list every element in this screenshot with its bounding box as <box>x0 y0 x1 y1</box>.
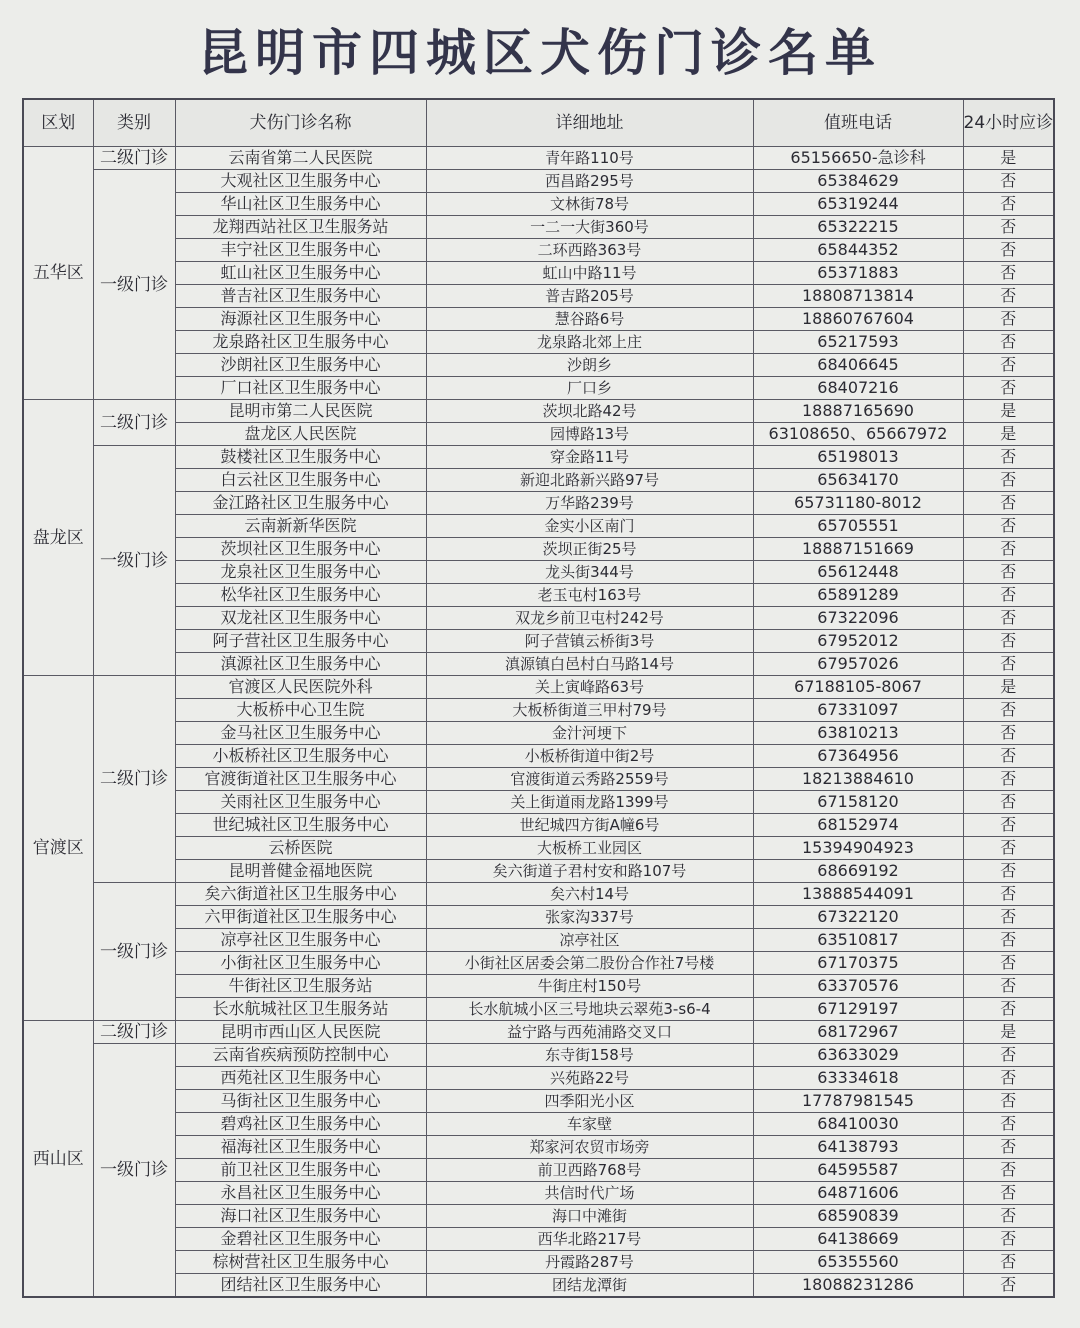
phone-cell: 18808713814 <box>753 285 963 308</box>
table-row <box>23 1136 1054 1159</box>
clinic-name-cell: 前卫社区卫生服务中心 <box>175 1159 426 1182</box>
phone-cell: 68407216 <box>753 377 963 400</box>
clinic-name-cell: 云南省疾病预防控制中心 <box>175 1044 426 1067</box>
clinic-name-cell: 白云社区卫生服务中心 <box>175 469 426 492</box>
address-cell: 共信时代广场 <box>426 1182 753 1205</box>
table-row <box>23 791 1054 814</box>
clinic-name-cell: 长水航城社区卫生服务站 <box>175 998 426 1021</box>
address-cell: 青年路110号 <box>426 147 753 170</box>
hours-24-cell: 否 <box>963 469 1054 492</box>
hours-24-cell: 否 <box>963 1182 1054 1205</box>
hours-24-cell: 否 <box>963 791 1054 814</box>
phone-cell: 18887165690 <box>753 400 963 423</box>
phone-cell: 63633029 <box>753 1044 963 1067</box>
phone-cell: 68669192 <box>753 860 963 883</box>
address-cell: 小街社区居委会第二股份合作社7号楼 <box>426 952 753 975</box>
table-row <box>23 1274 1054 1298</box>
category-cell: 二级门诊 <box>93 400 175 446</box>
address-cell: 厂口乡 <box>426 377 753 400</box>
phone-cell: 67364956 <box>753 745 963 768</box>
phone-cell: 18213884610 <box>753 768 963 791</box>
hours-24-cell: 否 <box>963 1205 1054 1228</box>
address-cell: 关上街道雨龙路1399号 <box>426 791 753 814</box>
table-row <box>23 814 1054 837</box>
table-row <box>23 860 1054 883</box>
table-row <box>23 952 1054 975</box>
clinic-name-cell: 鼓楼社区卫生服务中心 <box>175 446 426 469</box>
address-cell: 前卫西路768号 <box>426 1159 753 1182</box>
phone-cell: 68590839 <box>753 1205 963 1228</box>
phone-cell: 18887151669 <box>753 538 963 561</box>
clinic-name-cell: 双龙社区卫生服务中心 <box>175 607 426 630</box>
phone-cell: 68410030 <box>753 1113 963 1136</box>
table-row <box>23 239 1054 262</box>
hours-24-cell: 否 <box>963 170 1054 193</box>
clinic-name-cell: 金江路社区卫生服务中心 <box>175 492 426 515</box>
address-cell: 文林街78号 <box>426 193 753 216</box>
phone-cell: 64595587 <box>753 1159 963 1182</box>
address-cell: 兴苑路22号 <box>426 1067 753 1090</box>
clinic-name-cell: 沙朗社区卫生服务中心 <box>175 354 426 377</box>
clinic-name-cell: 阿子营社区卫生服务中心 <box>175 630 426 653</box>
hours-24-cell: 否 <box>963 837 1054 860</box>
hours-24-cell: 否 <box>963 1159 1054 1182</box>
hours-24-cell: 否 <box>963 1136 1054 1159</box>
hours-24-cell: 否 <box>963 584 1054 607</box>
address-cell: 老玉屯村163号 <box>426 584 753 607</box>
phone-cell: 65612448 <box>753 561 963 584</box>
phone-cell: 65731180-8012 <box>753 492 963 515</box>
address-cell: 世纪城四方街A幢6号 <box>426 814 753 837</box>
address-cell: 凉亭社区 <box>426 929 753 952</box>
address-cell: 园博路13号 <box>426 423 753 446</box>
hours-24-cell: 否 <box>963 699 1054 722</box>
hours-24-cell: 否 <box>963 929 1054 952</box>
hours-24-cell: 否 <box>963 1044 1054 1067</box>
clinic-name-cell: 虹山社区卫生服务中心 <box>175 262 426 285</box>
address-cell: 丹霞路287号 <box>426 1251 753 1274</box>
table-row <box>23 745 1054 768</box>
table-row <box>23 400 1054 423</box>
hours-24-cell: 否 <box>963 193 1054 216</box>
address-cell: 一二一大街360号 <box>426 216 753 239</box>
clinic-name-cell: 滇源社区卫生服务中心 <box>175 653 426 676</box>
phone-cell: 67952012 <box>753 630 963 653</box>
phone-cell: 67158120 <box>753 791 963 814</box>
phone-cell: 65891289 <box>753 584 963 607</box>
table-row <box>23 354 1054 377</box>
phone-cell: 65705551 <box>753 515 963 538</box>
phone-cell: 67322096 <box>753 607 963 630</box>
table-row <box>23 975 1054 998</box>
phone-cell: 67170375 <box>753 952 963 975</box>
hours-24-cell: 否 <box>963 446 1054 469</box>
phone-cell: 67129197 <box>753 998 963 1021</box>
hours-24-cell: 否 <box>963 768 1054 791</box>
hours-24-cell: 是 <box>963 400 1054 423</box>
hours-24-cell: 否 <box>963 998 1054 1021</box>
clinic-name-cell: 华山社区卫生服务中心 <box>175 193 426 216</box>
table-row <box>23 1251 1054 1274</box>
clinic-name-cell: 龙泉路社区卫生服务中心 <box>175 331 426 354</box>
phone-cell: 67957026 <box>753 653 963 676</box>
address-cell: 金实小区南门 <box>426 515 753 538</box>
phone-cell: 65355560 <box>753 1251 963 1274</box>
hours-24-cell: 否 <box>963 561 1054 584</box>
clinic-name-cell: 丰宁社区卫生服务中心 <box>175 239 426 262</box>
clinic-name-cell: 大观社区卫生服务中心 <box>175 170 426 193</box>
hours-24-cell: 否 <box>963 1274 1054 1298</box>
phone-cell: 65217593 <box>753 331 963 354</box>
address-cell: 小板桥街道中街2号 <box>426 745 753 768</box>
district-cell: 盘龙区 <box>23 400 93 676</box>
clinic-name-cell: 小板桥社区卫生服务中心 <box>175 745 426 768</box>
hours-24-cell: 否 <box>963 952 1054 975</box>
address-cell: 海口中滩街 <box>426 1205 753 1228</box>
phone-cell: 64138669 <box>753 1228 963 1251</box>
table-row <box>23 998 1054 1021</box>
hours-24-cell: 否 <box>963 354 1054 377</box>
address-cell: 双龙乡前卫屯村242号 <box>426 607 753 630</box>
hours-24-cell: 否 <box>963 975 1054 998</box>
hours-24-cell: 否 <box>963 492 1054 515</box>
clinic-name-cell: 官渡区人民医院外科 <box>175 676 426 699</box>
clinic-name-cell: 海口社区卫生服务中心 <box>175 1205 426 1228</box>
hours-24-cell: 否 <box>963 1090 1054 1113</box>
clinic-name-cell: 福海社区卫生服务中心 <box>175 1136 426 1159</box>
phone-cell: 65319244 <box>753 193 963 216</box>
clinic-name-cell: 六甲街道社区卫生服务中心 <box>175 906 426 929</box>
address-cell: 龙泉路北郊上庄 <box>426 331 753 354</box>
clinic-name-cell: 矣六街道社区卫生服务中心 <box>175 883 426 906</box>
address-cell: 阿子营镇云桥街3号 <box>426 630 753 653</box>
table-row <box>23 906 1054 929</box>
clinic-name-cell: 永昌社区卫生服务中心 <box>175 1182 426 1205</box>
phone-cell: 65634170 <box>753 469 963 492</box>
hours-24-cell: 否 <box>963 745 1054 768</box>
phone-cell: 63510817 <box>753 929 963 952</box>
address-cell: 沙朗乡 <box>426 354 753 377</box>
table-row <box>23 699 1054 722</box>
phone-cell: 13888544091 <box>753 883 963 906</box>
clinic-name-cell: 龙泉社区卫生服务中心 <box>175 561 426 584</box>
hours-24-cell: 否 <box>963 1067 1054 1090</box>
header-district: 区划 <box>23 99 93 147</box>
phone-cell: 63108650、65667972 <box>753 423 963 446</box>
clinic-name-cell: 海源社区卫生服务中心 <box>175 308 426 331</box>
clinic-name-cell: 关雨社区卫生服务中心 <box>175 791 426 814</box>
address-cell: 张家沟337号 <box>426 906 753 929</box>
phone-cell: 67331097 <box>753 699 963 722</box>
address-cell: 西昌路295号 <box>426 170 753 193</box>
hours-24-cell: 否 <box>963 377 1054 400</box>
phone-cell: 65844352 <box>753 239 963 262</box>
clinic-name-cell: 龙翔西站社区卫生服务站 <box>175 216 426 239</box>
hours-24-cell: 否 <box>963 1228 1054 1251</box>
clinic-name-cell: 金碧社区卫生服务中心 <box>175 1228 426 1251</box>
header-clinic-name: 犬伤门诊名称 <box>175 99 426 147</box>
category-cell: 一级门诊 <box>93 1044 175 1298</box>
phone-cell: 63810213 <box>753 722 963 745</box>
hours-24-cell: 否 <box>963 1113 1054 1136</box>
phone-cell: 15394904923 <box>753 837 963 860</box>
address-cell: 团结龙潭街 <box>426 1274 753 1298</box>
address-cell: 普吉路205号 <box>426 285 753 308</box>
hours-24-cell: 否 <box>963 331 1054 354</box>
hours-24-cell: 否 <box>963 722 1054 745</box>
phone-cell: 64871606 <box>753 1182 963 1205</box>
clinic-name-cell: 棕树营社区卫生服务中心 <box>175 1251 426 1274</box>
clinic-name-cell: 西苑社区卫生服务中心 <box>175 1067 426 1090</box>
clinic-name-cell: 世纪城社区卫生服务中心 <box>175 814 426 837</box>
hours-24-cell: 是 <box>963 1021 1054 1044</box>
header-row <box>23 99 1054 147</box>
hours-24-cell: 否 <box>963 1251 1054 1274</box>
header-24h: 24小时应诊 <box>963 99 1054 147</box>
address-cell: 长水航城小区三号地块云翠苑3-s6-4 <box>426 998 753 1021</box>
header-address: 详细地址 <box>426 99 753 147</box>
clinic-name-cell: 团结社区卫生服务中心 <box>175 1274 426 1298</box>
table-row <box>23 1159 1054 1182</box>
phone-cell: 68406645 <box>753 354 963 377</box>
address-cell: 四季阳光小区 <box>426 1090 753 1113</box>
table-row <box>23 837 1054 860</box>
address-cell: 西华北路217号 <box>426 1228 753 1251</box>
table-row <box>23 653 1054 676</box>
category-cell: 二级门诊 <box>93 147 175 170</box>
clinic-name-cell: 松华社区卫生服务中心 <box>175 584 426 607</box>
hours-24-cell: 否 <box>963 814 1054 837</box>
hours-24-cell: 是 <box>963 147 1054 170</box>
table-body <box>23 147 1054 1298</box>
table-row <box>23 377 1054 400</box>
address-cell: 茨坝北路42号 <box>426 400 753 423</box>
address-cell: 官渡街道云秀路2559号 <box>426 768 753 791</box>
hours-24-cell: 否 <box>963 262 1054 285</box>
category-cell: 一级门诊 <box>93 446 175 676</box>
phone-cell: 65322215 <box>753 216 963 239</box>
clinic-name-cell: 云南新新华医院 <box>175 515 426 538</box>
address-cell: 龙头街344号 <box>426 561 753 584</box>
address-cell: 牛街庄村150号 <box>426 975 753 998</box>
clinic-name-cell: 小街社区卫生服务中心 <box>175 952 426 975</box>
address-cell: 茨坝正街25号 <box>426 538 753 561</box>
clinic-name-cell: 昆明普健金福地医院 <box>175 860 426 883</box>
table-row <box>23 630 1054 653</box>
clinic-name-cell: 普吉社区卫生服务中心 <box>175 285 426 308</box>
clinic-name-cell: 碧鸡社区卫生服务中心 <box>175 1113 426 1136</box>
table-row <box>23 262 1054 285</box>
clinic-name-cell: 厂口社区卫生服务中心 <box>175 377 426 400</box>
phone-cell: 63370576 <box>753 975 963 998</box>
phone-cell: 65156650-急诊科 <box>753 147 963 170</box>
table-row <box>23 584 1054 607</box>
clinic-name-cell: 云桥医院 <box>175 837 426 860</box>
phone-cell: 64138793 <box>753 1136 963 1159</box>
page-title: 昆明市四城区犬伤门诊名单 <box>198 24 882 82</box>
table-row <box>23 469 1054 492</box>
table-row <box>23 285 1054 308</box>
table-row <box>23 561 1054 584</box>
table-row <box>23 929 1054 952</box>
clinic-table <box>22 98 1055 1298</box>
table-row <box>23 1205 1054 1228</box>
phone-cell: 67188105-8067 <box>753 676 963 699</box>
table-row <box>23 147 1054 170</box>
phone-cell: 65371883 <box>753 262 963 285</box>
address-cell: 穿金路11号 <box>426 446 753 469</box>
table-row <box>23 1090 1054 1113</box>
address-cell: 关上寅峰路63号 <box>426 676 753 699</box>
hours-24-cell: 否 <box>963 515 1054 538</box>
clinic-name-cell: 金马社区卫生服务中心 <box>175 722 426 745</box>
hours-24-cell: 否 <box>963 308 1054 331</box>
table-row <box>23 1044 1054 1067</box>
table-row <box>23 1182 1054 1205</box>
category-cell: 一级门诊 <box>93 170 175 400</box>
hours-24-cell: 是 <box>963 423 1054 446</box>
phone-cell: 68172967 <box>753 1021 963 1044</box>
address-cell: 金汁河埂下 <box>426 722 753 745</box>
hours-24-cell: 否 <box>963 607 1054 630</box>
category-cell: 一级门诊 <box>93 883 175 1021</box>
table-row <box>23 676 1054 699</box>
district-cell: 西山区 <box>23 1021 93 1298</box>
hours-24-cell: 否 <box>963 538 1054 561</box>
header-phone: 值班电话 <box>753 99 963 147</box>
address-cell: 郑家河农贸市场旁 <box>426 1136 753 1159</box>
hours-24-cell: 否 <box>963 883 1054 906</box>
phone-cell: 67322120 <box>753 906 963 929</box>
clinic-name-cell: 凉亭社区卫生服务中心 <box>175 929 426 952</box>
address-cell: 新迎北路新兴路97号 <box>426 469 753 492</box>
phone-cell: 65384629 <box>753 170 963 193</box>
table-row <box>23 768 1054 791</box>
clinic-name-cell: 茨坝社区卫生服务中心 <box>175 538 426 561</box>
clinic-name-cell: 牛街社区卫生服务站 <box>175 975 426 998</box>
clinic-name-cell: 官渡街道社区卫生服务中心 <box>175 768 426 791</box>
clinic-name-cell: 盘龙区人民医院 <box>175 423 426 446</box>
phone-cell: 68152974 <box>753 814 963 837</box>
phone-cell: 18088231286 <box>753 1274 963 1298</box>
phone-cell: 63334618 <box>753 1067 963 1090</box>
address-cell: 大板桥街道三甲村79号 <box>426 699 753 722</box>
address-cell: 滇源镇白邑村白马路14号 <box>426 653 753 676</box>
address-cell: 大板桥工业园区 <box>426 837 753 860</box>
table-row <box>23 216 1054 239</box>
table-row <box>23 515 1054 538</box>
hours-24-cell: 否 <box>963 906 1054 929</box>
hours-24-cell: 否 <box>963 653 1054 676</box>
hours-24-cell: 否 <box>963 860 1054 883</box>
district-cell: 五华区 <box>23 147 93 400</box>
address-cell: 矣六街道子君村安和路107号 <box>426 860 753 883</box>
table-row <box>23 331 1054 354</box>
header-category: 类别 <box>93 99 175 147</box>
district-cell: 官渡区 <box>23 676 93 1021</box>
address-cell: 二环西路363号 <box>426 239 753 262</box>
hours-24-cell: 否 <box>963 285 1054 308</box>
table-row <box>23 492 1054 515</box>
table-row <box>23 193 1054 216</box>
table-row <box>23 1228 1054 1251</box>
table-row <box>23 1113 1054 1136</box>
category-cell: 二级门诊 <box>93 1021 175 1044</box>
clinic-name-cell: 昆明市西山区人民医院 <box>175 1021 426 1044</box>
category-cell: 二级门诊 <box>93 676 175 883</box>
address-cell: 矣六村14号 <box>426 883 753 906</box>
table-row <box>23 538 1054 561</box>
table-row <box>23 1021 1054 1044</box>
hours-24-cell: 是 <box>963 676 1054 699</box>
phone-cell: 18860767604 <box>753 308 963 331</box>
clinic-name-cell: 马街社区卫生服务中心 <box>175 1090 426 1113</box>
table-row <box>23 722 1054 745</box>
address-cell: 万华路239号 <box>426 492 753 515</box>
hours-24-cell: 否 <box>963 239 1054 262</box>
address-cell: 车家壁 <box>426 1113 753 1136</box>
clinic-name-cell: 昆明市第二人民医院 <box>175 400 426 423</box>
address-cell: 虹山中路11号 <box>426 262 753 285</box>
table-row <box>23 883 1054 906</box>
address-cell: 益宁路与西苑浦路交叉口 <box>426 1021 753 1044</box>
table-row <box>23 423 1054 446</box>
table-row <box>23 1067 1054 1090</box>
table-row <box>23 446 1054 469</box>
hours-24-cell: 否 <box>963 630 1054 653</box>
table-row <box>23 607 1054 630</box>
phone-cell: 17787981545 <box>753 1090 963 1113</box>
table-row <box>23 308 1054 331</box>
hours-24-cell: 否 <box>963 216 1054 239</box>
address-cell: 东寺街158号 <box>426 1044 753 1067</box>
table-row <box>23 170 1054 193</box>
phone-cell: 65198013 <box>753 446 963 469</box>
address-cell: 慧谷路6号 <box>426 308 753 331</box>
clinic-name-cell: 大板桥中心卫生院 <box>175 699 426 722</box>
clinic-name-cell: 云南省第二人民医院 <box>175 147 426 170</box>
